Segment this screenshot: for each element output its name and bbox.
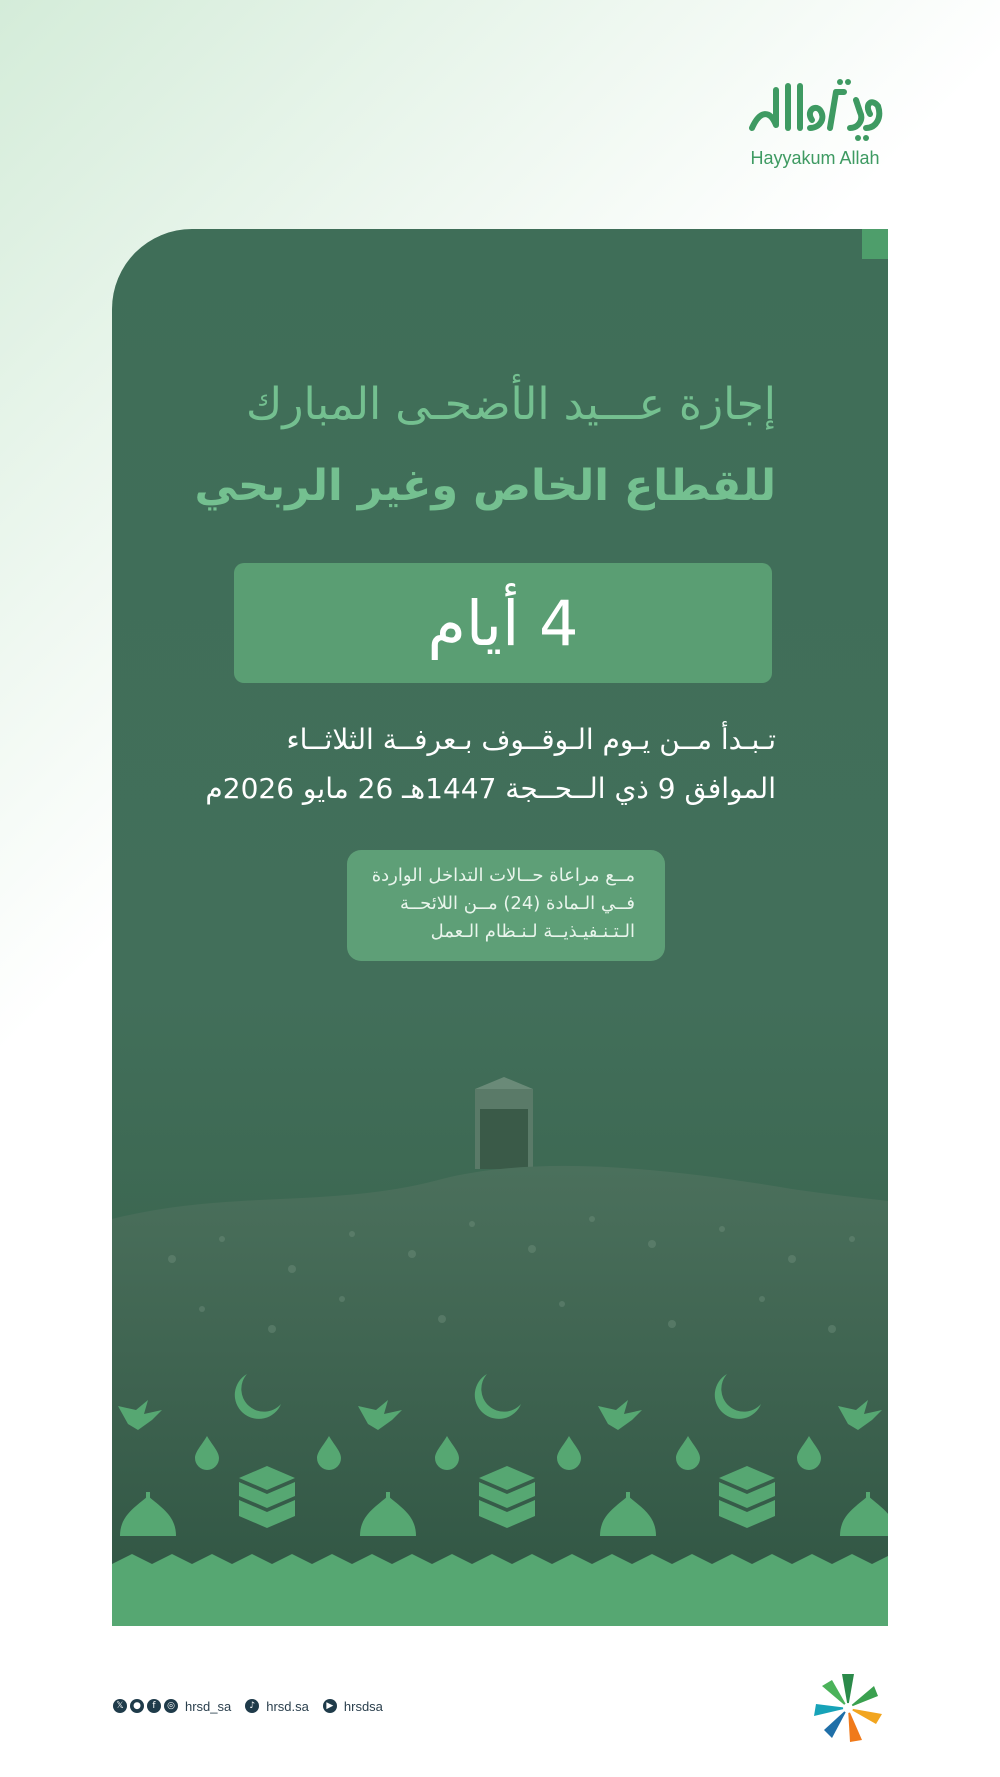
- snapchat-icon[interactable]: ●: [130, 1699, 144, 1713]
- start-date-line: تـبـدأ مــن يـوم الـوقــوف بـعرفــة الثلاثــاء: [286, 723, 776, 756]
- handle-tiktok[interactable]: hrsd.sa: [266, 1698, 309, 1714]
- facebook-icon[interactable]: f: [147, 1699, 161, 1713]
- youtube-icon[interactable]: ▶: [323, 1699, 337, 1713]
- legal-note-box: [347, 850, 665, 961]
- holiday-duration-box: [234, 563, 772, 683]
- note-line-1: مــع مراعاة حــالات التداخل الواردة: [371, 865, 635, 886]
- title-eid-holiday: إجازة عـــيد الأضحـى المبارك: [245, 379, 776, 430]
- logo-caption: Hayyakum Allah: [750, 148, 880, 168]
- holiday-duration-label: 4 أيام: [427, 586, 579, 660]
- note-line-2: فــي الـمادة (24) مــن اللائحــة: [399, 893, 635, 914]
- corner-accent: [862, 229, 888, 259]
- x-icon[interactable]: 𝕏: [113, 1699, 127, 1713]
- handle-main[interactable]: hrsd_sa: [185, 1698, 232, 1714]
- announcement-card: [112, 229, 888, 1626]
- eid-pattern-decoration: [112, 1374, 888, 1626]
- note-line-3: الـتـنـفيـذيــة لـنـظام الـعمل: [430, 921, 635, 942]
- hayyakum-allah-logo: [740, 70, 890, 180]
- handle-youtube[interactable]: hrsdsa: [343, 1698, 383, 1714]
- ministry-logo: [808, 1668, 888, 1748]
- instagram-icon[interactable]: ◎: [164, 1699, 178, 1713]
- date-detail-line: الموافق 9 ذي الــحــجة 1447هـ 26 مايو 2026م: [205, 772, 776, 805]
- social-links: [113, 1696, 397, 1716]
- hayyakum-calligraphy-icon: [740, 70, 890, 145]
- tiktok-icon[interactable]: ♪: [245, 1699, 259, 1713]
- title-sector: للقطاع الخاص وغير الربحي: [194, 461, 776, 511]
